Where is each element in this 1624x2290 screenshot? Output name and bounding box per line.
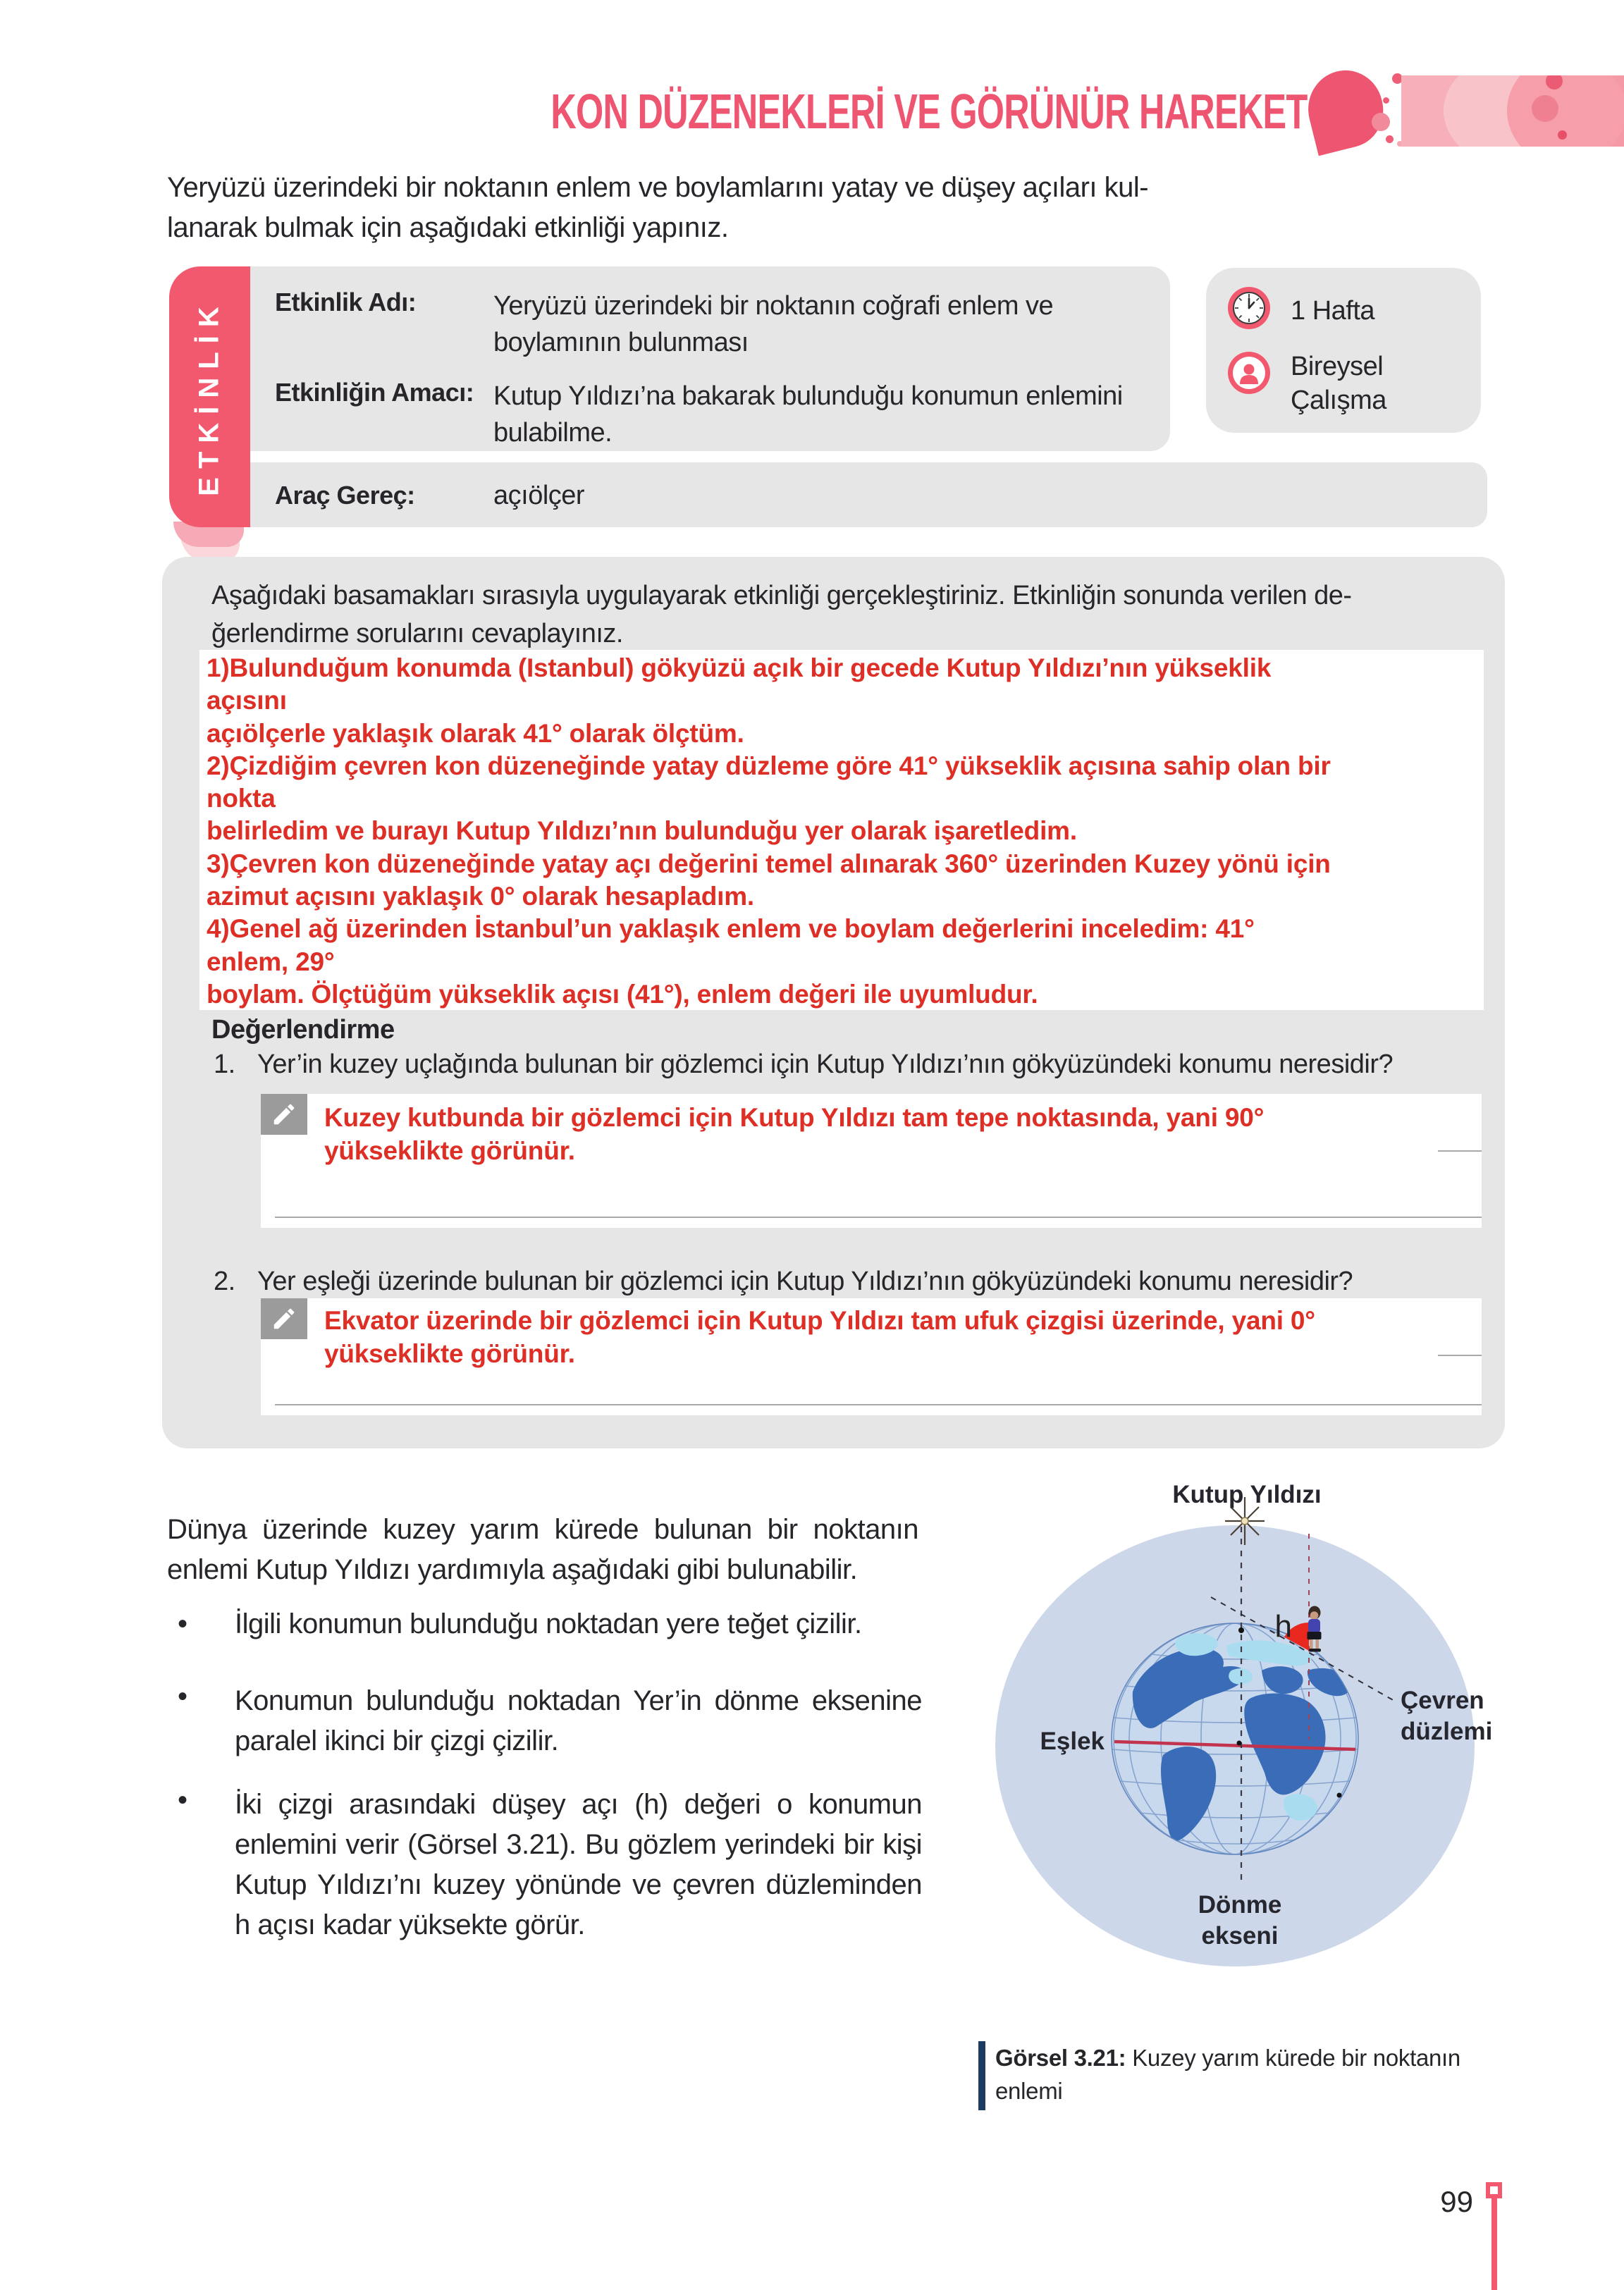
caption-text: Kuzey yarım kürede bir noktanın — [1126, 2045, 1460, 2071]
answer2-line1: Ekvator üzerinde bir gözlemci için Kutup Yıldızı tam ufuk çizgisi üzerinde, yani 0° — [324, 1306, 1315, 1335]
bullet-marker: • — [178, 1608, 188, 1639]
latitude-paragraph-line1: Dünya üzerinde kuzey yarım kürede bulunan bir noktanın — [167, 1514, 918, 1545]
intro-paragraph — [167, 168, 1148, 248]
equator-label: Eşlek — [1040, 1728, 1105, 1755]
pencil-icon — [261, 1094, 307, 1135]
activity-name-label: Etkinlik Adı: — [275, 288, 417, 316]
activity-purpose-value-line1: Kutup Yıldızı’na bakarak bulunduğu konumun enlemini — [493, 381, 1123, 411]
answer1-text — [324, 1101, 1264, 1167]
answer1-field[interactable] — [261, 1094, 1482, 1228]
question2-number: 2. — [214, 1267, 235, 1296]
filled-line: 2)Çizdiğim çevren kon düzeneğinde yatay düzleme göre 41° yükseklik açısına sahip olan bir — [207, 751, 1331, 780]
steps-filled-text-field[interactable] — [199, 650, 1484, 1010]
work-mode-line1: Bireysel — [1291, 352, 1384, 381]
question2-text: Yer eşleği üzerinde bulunan bir gözlemci için Kutup Yıldızı’nın gökyüzündeki konumu neresidir? — [257, 1267, 1353, 1296]
activity-purpose-value-line2: bulabilme. — [493, 418, 613, 448]
activity-name-value-line1: Yeryüzü üzerindeki bir noktanın coğrafi enlem ve — [493, 291, 1054, 321]
activity-name-value-line2: boylamının bulunması — [493, 328, 749, 357]
activity-tools-label: Araç Gereç: — [275, 481, 415, 510]
activity-tools-value: açıölçer — [493, 481, 585, 510]
page-title: KON DÜZENEKLERİ VE GÖRÜNÜR HAREKET — [550, 84, 1308, 139]
answer1-line2: yükseklikte görünür. — [324, 1136, 575, 1165]
answer2-field[interactable] — [261, 1298, 1482, 1415]
page-number: 99 — [1440, 2185, 1473, 2218]
angle-label: h — [1274, 1609, 1292, 1644]
activity-name-value — [493, 288, 1053, 361]
pole-point — [1238, 1627, 1244, 1633]
filled-line: boylam. Ölçtüğüm yükseklik açısı (41°), enlem değeri ile uyumludur. — [207, 979, 1038, 1009]
reference-point — [1337, 1793, 1342, 1798]
answer1-line1: Kuzey kutbunda bir gözlemci için Kutup Yıldızı tam tepe noktasında, yani 90° — [324, 1103, 1265, 1132]
caption-text-line2: enlemi — [995, 2078, 1063, 2104]
axis-label-line1: Dönme — [1198, 1891, 1282, 1919]
header-band-decoration — [1401, 75, 1624, 147]
globe — [1112, 1623, 1358, 1854]
evaluation-heading: Değerlendirme — [211, 1015, 395, 1045]
clock-icon — [1227, 286, 1271, 330]
pencil-icon — [261, 1298, 307, 1339]
latitude-paragraph — [167, 1510, 918, 1590]
filled-line: enlem, 29° — [207, 947, 335, 976]
horizon-label-line1: Çevren — [1401, 1687, 1484, 1714]
activity-tab — [169, 266, 250, 527]
figure-3-21 — [983, 1459, 1604, 2023]
filled-line: 4)Genel ağ üzerinden İstanbul’un yaklaşık enlem ve boylam değerlerini inceledim: 41° — [207, 914, 1255, 944]
bullet-marker: • — [178, 1785, 188, 1816]
instructions-line1: Aşağıdaki basamakları sırasıyla uygulayarak etkinliği gerçekleştiriniz. Etkinliğin sonunda verilen de- — [211, 581, 1352, 610]
question1-number: 1. — [214, 1049, 235, 1079]
header-blob-decoration — [1300, 63, 1391, 156]
activity-tab-label: ETKİNLİK — [194, 297, 225, 496]
center-point — [1237, 1741, 1242, 1746]
answer2-text — [324, 1304, 1315, 1370]
header-dot — [1386, 135, 1394, 143]
page-marker-line — [1491, 2198, 1497, 2290]
question1-text: Yer’in kuzey uçlağında bulunan bir gözlemci için Kutup Yıldızı’nın gökyüzündeki konumu neresidir? — [257, 1049, 1394, 1079]
work-mode-line2: Çalışma — [1291, 386, 1386, 415]
ruled-line — [275, 1217, 1482, 1218]
header-dot — [1372, 113, 1390, 131]
instructions-line2: ğerlendirme sorularını cevaplayınız. — [211, 619, 623, 648]
filled-line: belirledim ve burayı Kutup Yıldızı’nın bulunduğu yer olarak işaretledim. — [207, 816, 1077, 846]
band-dot — [1532, 95, 1558, 122]
page-marker-square — [1486, 2182, 1502, 2198]
horizon-label-line2: düzlemi — [1401, 1718, 1493, 1745]
answer2-line2: yükseklikte görünür. — [324, 1339, 575, 1368]
ruled-line — [275, 1404, 1482, 1405]
figure-caption — [995, 2041, 1489, 2107]
bullet-item-2: Konumun bulunduğu noktadan Yer’in dönme eksenine paralel ikinci bir çizgi çizilir. — [235, 1685, 922, 1756]
filled-line: 3)Çevren kon düzeneğinde yatay açı değerini temel alınarak 360° üzerinden Kuzey yönü için — [207, 849, 1331, 878]
latitude-paragraph-line2: enlemi Kutup Yıldızı yardımıyla aşağıdaki gibi bulunabilir. — [167, 1554, 858, 1585]
duration-label: 1 Hafta — [1291, 296, 1375, 326]
band-dot — [1558, 130, 1567, 140]
ruled-line — [1438, 1150, 1482, 1152]
bullet-marker: • — [178, 1681, 188, 1712]
caption-number: Görsel 3.21: — [995, 2045, 1126, 2071]
activity-purpose-label: Etkinliğin Amacı: — [275, 378, 474, 407]
person-icon — [1227, 351, 1271, 395]
work-mode-label — [1291, 350, 1386, 417]
filled-line: açıölçerle yaklaşık olarak 41° olarak ölçtüm. — [207, 718, 744, 748]
filled-line: nokta — [207, 784, 276, 813]
bullet-item-1: İlgili konumun bulunduğu noktadan yere teğet çizilir. — [235, 1608, 862, 1639]
filled-line: azimut açısını yaklaşık 0° olarak hesapladım. — [207, 882, 755, 911]
activity-purpose-value — [493, 378, 1123, 451]
ruled-line — [1438, 1355, 1482, 1356]
intro-line-2: lanarak bulmak için aşağıdaki etkinliği yapınız. — [167, 212, 729, 243]
steps-instructions — [211, 577, 1352, 653]
axis-label-line2: ekseni — [1201, 1922, 1279, 1950]
star-label: Kutup Yıldızı — [1172, 1481, 1322, 1508]
bullet-item-3: İki çizgi arasındaki düşey açı (h) değeri o konumun enlemini verir (Görsel 3.21). Bu gözlem yerindeki bir kişi Kutup Yıldızı’nı kuzey yönünde ve çevren düzleminden h açısı kadar yüksekte görür. — [235, 1789, 922, 1940]
header-dot — [1383, 97, 1389, 104]
intro-line-1: Yeryüzü üzerindeki bir noktanın enlem ve boylamlarını yatay ve düşey açıları kul- — [167, 172, 1149, 203]
filled-line: 1)Bulunduğum konumda (Istanbul) gökyüzü açık bir gecede Kutup Yıldızı’nın yükseklik — [207, 653, 1272, 682]
filled-line: açısını — [207, 686, 287, 715]
caption-bar — [978, 2041, 985, 2110]
activity-tools-box — [250, 462, 1487, 527]
